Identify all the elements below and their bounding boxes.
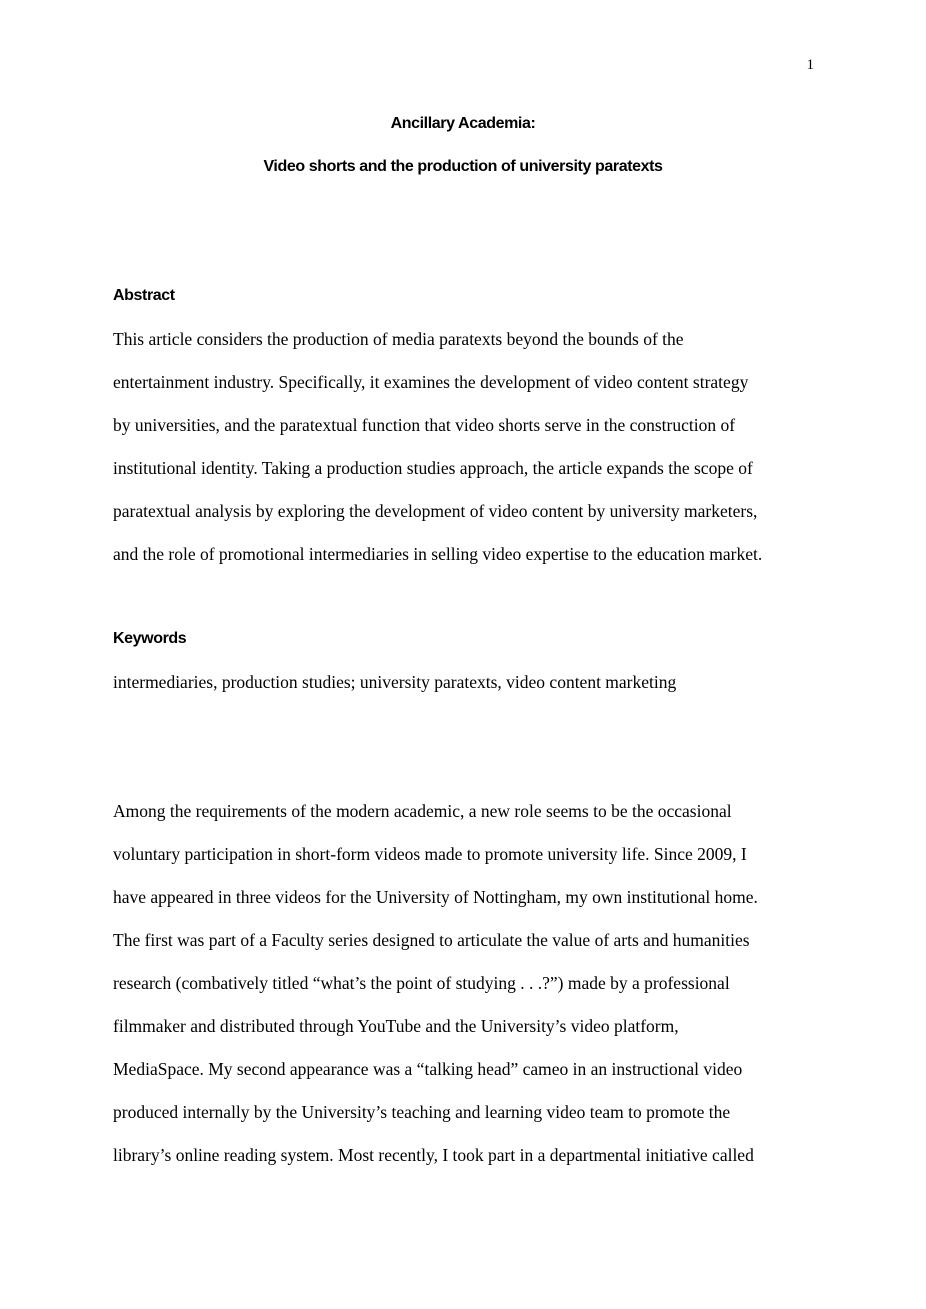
body-line: filmmaker and distributed through YouTube and the University’s video platform, xyxy=(113,1016,679,1036)
body-line: The first was part of a Faculty series designed to articulate the value of arts and humanities xyxy=(113,930,750,950)
abstract-line: entertainment industry. Specifically, it examines the development of video content strategy xyxy=(113,372,749,392)
abstract-line: paratextual analysis by exploring the development of video content by university marketers, xyxy=(113,501,758,521)
title-line-main: Ancillary Academia: xyxy=(390,115,536,132)
title-line-subtitle: Video shorts and the production of university paratexts xyxy=(263,158,663,175)
abstract-line: This article considers the production of media paratexts beyond the bounds of the xyxy=(113,329,684,349)
abstract-line: and the role of promotional intermediaries in selling video expertise to the education market. xyxy=(113,544,763,564)
body-line: voluntary participation in short-form videos made to promote university life. Since 2009, I xyxy=(113,844,747,864)
body-line: library’s online reading system. Most recently, I took part in a departmental initiative called xyxy=(113,1145,754,1165)
keywords-text xyxy=(113,671,813,714)
article-title xyxy=(0,113,926,199)
body-line: produced internally by the University’s teaching and learning video team to promote the xyxy=(113,1102,731,1122)
abstract-heading: Abstract xyxy=(113,287,175,304)
body-paragraph xyxy=(113,800,813,1187)
body-line: research (combatively titled “what’s the point of studying . . .?”) made by a professional xyxy=(113,973,730,993)
abstract-line: by universities, and the paratextual function that video shorts serve in the construction of xyxy=(113,415,736,435)
abstract-text xyxy=(113,328,813,586)
page-number: 1 xyxy=(806,57,814,73)
body-line: MediaSpace. My second appearance was a “talking head” cameo in an instructional video xyxy=(113,1059,743,1079)
body-line: Among the requirements of the modern academic, a new role seems to be the occasional xyxy=(113,801,732,821)
body-line: have appeared in three videos for the University of Nottingham, my own institutional home. xyxy=(113,887,758,907)
abstract-line: institutional identity. Taking a production studies approach, the article expands the scope of xyxy=(113,458,753,478)
keywords-line: intermediaries, production studies; university paratexts, video content marketing xyxy=(113,672,677,692)
keywords-heading: Keywords xyxy=(113,630,187,647)
